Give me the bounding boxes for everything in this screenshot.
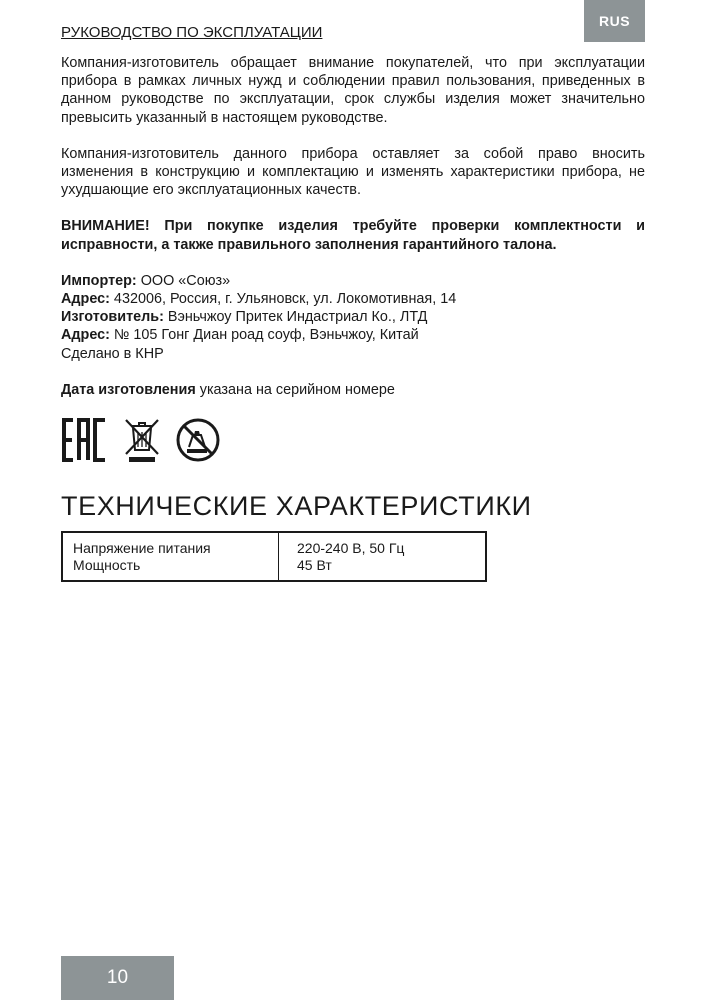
made-in-line: Сделано в КНР — [61, 345, 164, 362]
crossed-bin-icon — [123, 417, 161, 463]
address-label: Адрес: — [61, 327, 110, 344]
spec-label-column — [63, 533, 279, 580]
date-value: указана на серийном номере — [195, 381, 395, 398]
main-content — [61, 24, 645, 536]
eac-mark-icon — [61, 417, 109, 463]
spec-label: Напряжение питания — [73, 540, 211, 556]
spec-label: Мощность — [73, 557, 141, 573]
manufacturer-label: Изготовитель: — [61, 309, 164, 326]
paragraph-manufacturer-rights: Компания-изготовитель данного прибора оставляет за собой право вносить изменения в конструкцию и комплектацию и изменять характеристики прибора, не ухудшающие его эксплуатационных качеств. — [61, 145, 645, 199]
spec-table — [61, 531, 487, 582]
importer-address-line — [61, 290, 645, 308]
language-badge: RUS — [584, 0, 645, 42]
importer-value: ООО «Союз» — [136, 272, 231, 289]
warning-paragraph: ВНИМАНИЕ! При покупке изделия требуйте проверки комплектности и исправности, а также правильного заполнения гарантийного талона. — [61, 218, 645, 253]
importer-label: Импортер: — [61, 272, 137, 289]
manufacturer-address-line — [61, 326, 645, 344]
date-label: Дата изготовления — [61, 381, 196, 398]
manufacturer-value: Вэньчжоу Притек Индастриал Ко., ЛТД — [163, 309, 428, 326]
importer-info — [61, 272, 645, 399]
spec-value: 220-240 В, 50 Гц — [297, 540, 405, 556]
no-dispose-icon — [175, 417, 221, 463]
page-number: 10 — [61, 956, 174, 1000]
address-label: Адрес: — [61, 291, 110, 308]
manufacturer-line — [61, 308, 645, 326]
importer-line — [61, 272, 645, 290]
paragraph-service-life: Компания-изготовитель обращает внимание покупателей, что при эксплуатации прибора в рамках личных нужд и соблюдении правил пользования, приведенных в данном руководстве по эксплуатации, срок службы изделия может значительно превысить указанный в настоящем руководстве. — [61, 55, 645, 126]
address-value: 432006, Россия, г. Ульяновск, ул. Локомотивная, 14 — [109, 291, 457, 308]
certification-icons — [61, 415, 645, 465]
address-value: № 105 Гонг Диан роад соуф, Вэньчжоу, Китай — [109, 327, 419, 344]
section-title: РУКОВОДСТВО ПО ЭКСПЛУАТАЦИИ — [61, 24, 323, 41]
tech-specs-title: ТЕХНИЧЕСКИЕ ХАРАКТЕРИСТИКИ — [61, 491, 532, 522]
spec-value: 45 Вт — [297, 557, 332, 573]
manufacture-date-line — [61, 381, 645, 399]
spec-value-column — [279, 533, 404, 580]
